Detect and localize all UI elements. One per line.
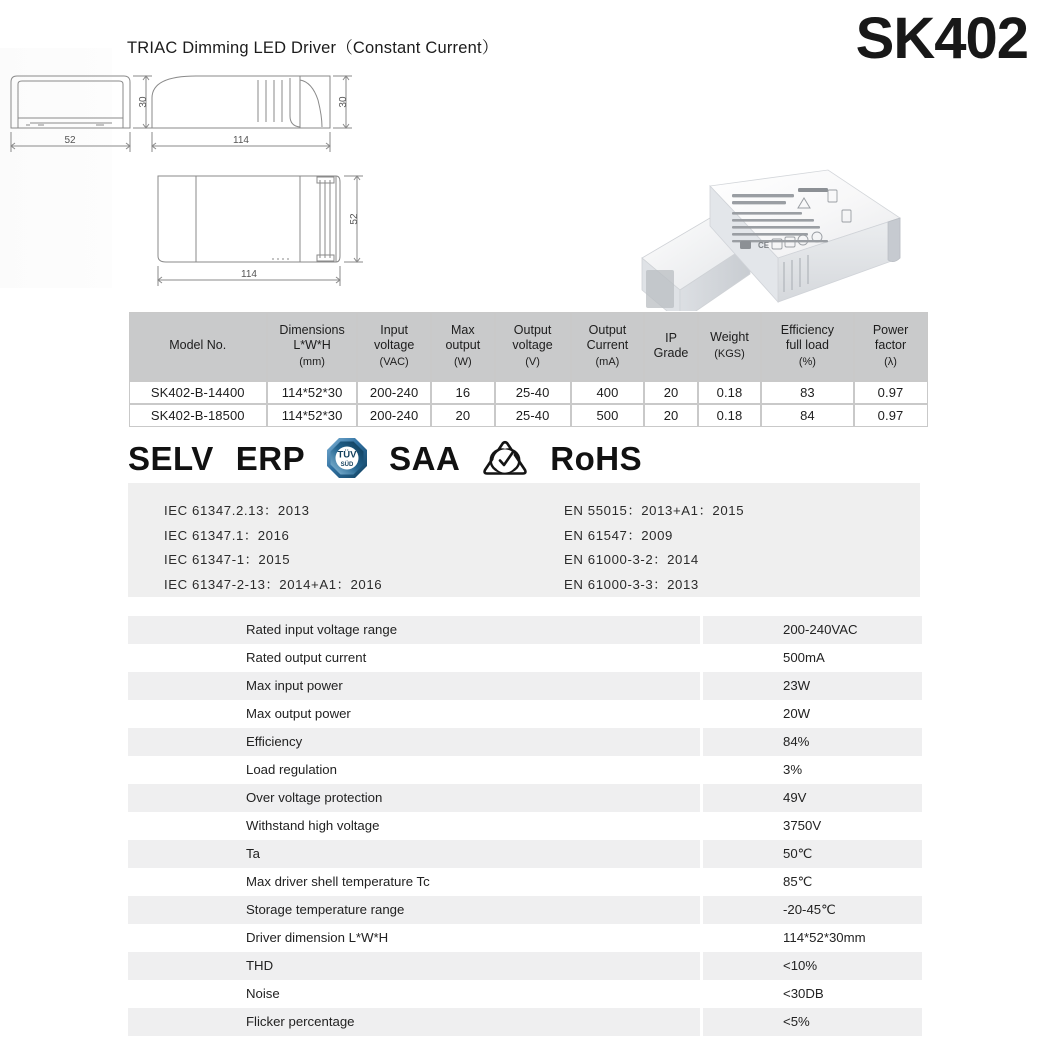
dim-side-height: 30 bbox=[338, 96, 349, 108]
spec-value: 20W bbox=[703, 700, 922, 728]
spec-value: 114*52*30mm bbox=[703, 924, 922, 952]
dim-top-length: 114 bbox=[241, 269, 257, 280]
spec-row bbox=[128, 840, 922, 868]
spec-value: -20-45℃ bbox=[703, 896, 922, 924]
certification-marks bbox=[128, 434, 928, 482]
dim-front-width: 52 bbox=[64, 135, 76, 146]
spec-row bbox=[128, 616, 922, 644]
spec-label: Efficiency bbox=[128, 728, 700, 756]
col-output-current: Output Current (mA) bbox=[571, 312, 645, 381]
standard-item: IEC 61347-1：2015 bbox=[164, 552, 291, 567]
cell-ip-grade: 20 bbox=[644, 404, 697, 427]
spec-value: 49V bbox=[703, 784, 922, 812]
cell-output-current: 400 bbox=[571, 381, 645, 404]
spec-label: Driver dimension L*W*H bbox=[128, 924, 700, 952]
spec-value: 3% bbox=[703, 756, 922, 784]
standards-column-iec bbox=[164, 499, 382, 597]
spec-value: <5% bbox=[703, 1008, 922, 1036]
standard-item: EN 61547：2009 bbox=[564, 527, 673, 543]
cell-power-factor: 0.97 bbox=[854, 404, 928, 427]
spec-label: Max input power bbox=[128, 672, 700, 700]
spec-value: 85℃ bbox=[703, 868, 922, 896]
svg-text:CE: CE bbox=[758, 241, 770, 250]
dim-side-length: 114 bbox=[233, 135, 249, 146]
cell-model-no: SK402-B-18500 bbox=[129, 404, 267, 427]
cell-dimensions: 114*52*30 bbox=[267, 404, 357, 427]
page-header bbox=[0, 0, 1060, 70]
spec-label: Storage temperature range bbox=[128, 896, 700, 924]
cell-input-voltage: 200-240 bbox=[357, 404, 431, 427]
spec-label: Flicker percentage bbox=[128, 1008, 700, 1036]
spec-label: Rated input voltage range bbox=[128, 616, 700, 644]
spec-label: Ta bbox=[128, 840, 700, 868]
col-efficiency: Efficiency full load (%) bbox=[761, 312, 853, 381]
spec-label: Max output power bbox=[128, 700, 700, 728]
spec-row bbox=[128, 756, 922, 784]
spec-label: Noise bbox=[128, 980, 700, 1008]
spec-row bbox=[128, 896, 922, 924]
spec-label: Rated output current bbox=[128, 644, 700, 672]
col-ip-grade: IP Grade bbox=[644, 312, 697, 381]
cell-weight: 0.18 bbox=[698, 404, 762, 427]
cell-input-voltage: 200-240 bbox=[357, 381, 431, 404]
spec-value: 23W bbox=[703, 672, 922, 700]
cell-max-output: 16 bbox=[431, 381, 495, 404]
spec-label: Withstand high voltage bbox=[128, 812, 700, 840]
spec-value: 50℃ bbox=[703, 840, 922, 868]
cell-efficiency: 84 bbox=[761, 404, 853, 427]
cell-efficiency: 83 bbox=[761, 381, 853, 404]
standard-item: EN 61000-3-3：2013 bbox=[564, 576, 699, 592]
cell-output-voltage: 25-40 bbox=[495, 404, 571, 427]
cell-output-current: 500 bbox=[571, 404, 645, 427]
col-weight: Weight (KGS) bbox=[698, 312, 762, 381]
spec-row bbox=[128, 868, 922, 896]
standard-item: IEC 61347.2.13：2013 bbox=[164, 503, 310, 518]
spec-value: 500mA bbox=[703, 644, 922, 672]
cert-selv-label: SELV bbox=[128, 439, 214, 477]
spec-row bbox=[128, 784, 922, 812]
table-row bbox=[129, 404, 928, 427]
cell-max-output: 20 bbox=[431, 404, 495, 427]
product-cable-slot bbox=[646, 270, 674, 308]
models-specification-table bbox=[128, 311, 928, 427]
spec-value: <10% bbox=[703, 952, 922, 980]
col-power-factor: Power factor (λ) bbox=[854, 312, 928, 381]
cert-saa-label: SAA bbox=[389, 439, 461, 477]
standard-item: IEC 61347-2-13：2014+A1：2016 bbox=[164, 576, 383, 592]
spec-row bbox=[128, 728, 922, 756]
svg-text:SÜD: SÜD bbox=[340, 462, 354, 468]
dim-front-height: 30 bbox=[138, 96, 149, 108]
dim-top-width: 52 bbox=[349, 213, 360, 225]
detailed-specifications-list bbox=[128, 616, 922, 1036]
spec-row bbox=[128, 700, 922, 728]
spec-label: Max driver shell temperature Tc bbox=[128, 868, 700, 896]
standards-column-en bbox=[564, 499, 744, 597]
cell-ip-grade: 20 bbox=[644, 381, 697, 404]
standard-item: IEC 61347.1：2016 bbox=[164, 527, 290, 543]
standard-item: EN 61000-3-2：2014 bbox=[564, 552, 699, 567]
rcm-logo-icon bbox=[480, 438, 530, 478]
cell-model-no: SK402-B-14400 bbox=[129, 381, 267, 404]
cell-power-factor: 0.97 bbox=[854, 381, 928, 404]
cert-rohs-label: RoHS bbox=[550, 439, 643, 477]
spec-row bbox=[128, 1008, 922, 1036]
spec-label: Over voltage protection bbox=[128, 784, 700, 812]
spec-value: <30DB bbox=[703, 980, 922, 1008]
standards-compliance-block bbox=[128, 483, 920, 597]
product-end-cap bbox=[888, 218, 900, 262]
col-output-voltage: Output voltage (V) bbox=[495, 312, 571, 381]
technical-drawings bbox=[0, 70, 1060, 295]
cell-dimensions: 114*52*30 bbox=[267, 381, 357, 404]
standard-item: EN 55015：2013+A1：2015 bbox=[564, 503, 745, 518]
spec-value: 84% bbox=[703, 728, 922, 756]
spec-value: 3750V bbox=[703, 812, 922, 840]
spec-row bbox=[128, 980, 922, 1008]
spec-label: THD bbox=[128, 952, 700, 980]
table-header-row bbox=[129, 312, 928, 381]
model-code-heading: SK402 bbox=[855, 6, 1028, 71]
col-input-voltage: Input voltage (VAC) bbox=[357, 312, 431, 381]
spec-row bbox=[128, 644, 922, 672]
spec-row bbox=[128, 952, 922, 980]
spec-row bbox=[128, 924, 922, 952]
spec-value: 200-240VAC bbox=[703, 616, 922, 644]
cell-weight: 0.18 bbox=[698, 381, 762, 404]
spec-row bbox=[128, 812, 922, 840]
cell-output-voltage: 25-40 bbox=[495, 381, 571, 404]
tuv-logo-icon bbox=[325, 436, 369, 480]
col-model-no: Model No. bbox=[129, 312, 267, 381]
svg-text:TÜV: TÜV bbox=[337, 449, 357, 461]
spec-row bbox=[128, 672, 922, 700]
table-row bbox=[129, 381, 928, 404]
spec-label: Load regulation bbox=[128, 756, 700, 784]
dimension-drawings-svg bbox=[0, 70, 560, 295]
col-dimensions: Dimensions L*W*H (mm) bbox=[267, 312, 357, 381]
col-max-output: Max output (W) bbox=[431, 312, 495, 381]
cert-erp-label: ERP bbox=[235, 439, 306, 477]
page-title: TRIAC Dimming LED Driver（Constant Current） bbox=[127, 39, 499, 57]
